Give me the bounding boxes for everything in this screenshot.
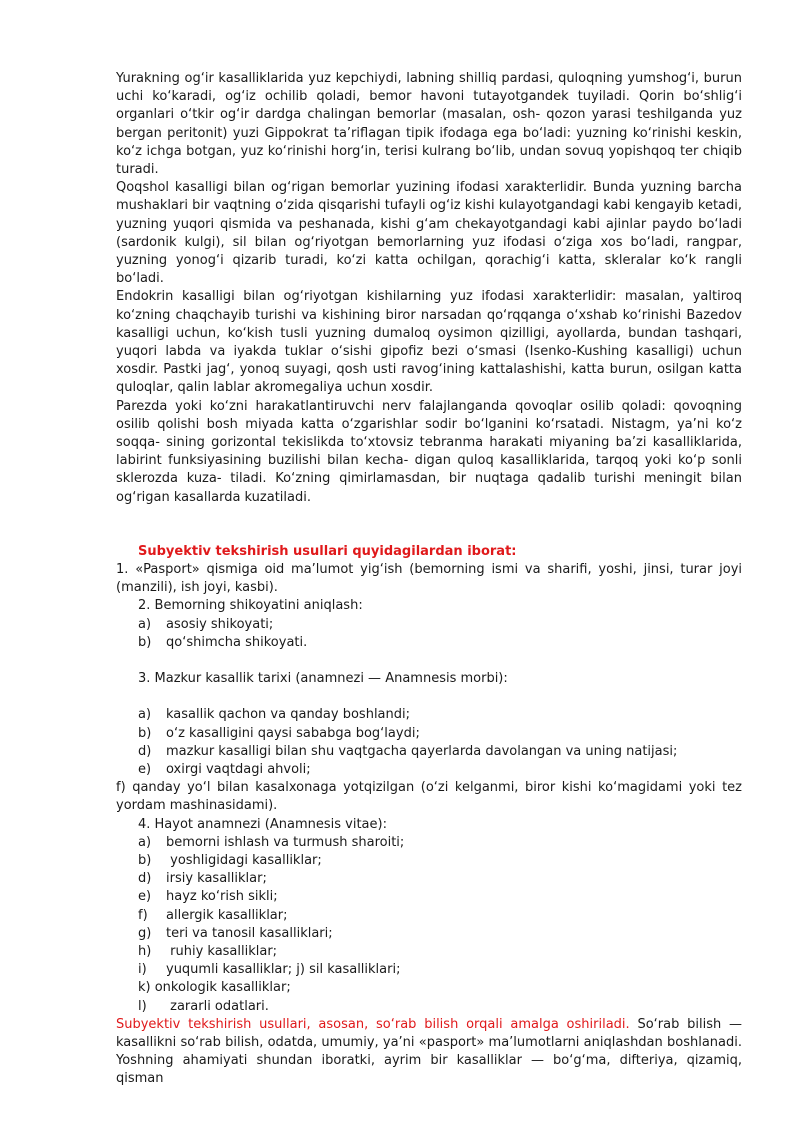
list-marker: a) [138,616,152,632]
section-heading: Subyektiv tekshirish usullari quyidagilardan iborat: [138,543,517,559]
list-item-1: 1. «Pasport» qismiga oid ma’lumot yig‘ish (bemorning ismi va sharifi, yoshi, jinsi, turar joyi (manzili), ish joyi, kasbi). [116,562,742,596]
paragraph: Endokrin kasalligi bilan og‘riyotgan kishilarning yuz ifodasi xarakterlidir: masalan, yaltiroq ko‘zning chaqchayib turishi va kishining biror narsadan qo‘rqqanga o‘xshab ko‘rinishi Bazedov kasalligi uchun, ko‘kish tusli yuzning dumaloq oysimon qizilligi, ayollarda, bundan tashqari, yuqori labda va iyakda tuklar o‘sishi gipofiz bezi o‘smasi (Isenko-Kushing kasalligi) uchun xosdir. Pastki jag‘, yonoq suyagi, qosh usti ravog‘ining kattalashishi, katta burun, osilgan katta quloqlar, qalin lablar akromegaliya uchun xosdir. [116,289,742,396]
closing-paragraph [116,1016,742,1089]
list-subitem-text: allergik kasalliklar; [166,907,288,923]
list-subitem-text: asosiy shikoyati; [166,616,274,632]
list-item-3-title: 3. Mazkur kasallik tarixi (anamnezi — Anamnesis morbi): [138,671,508,687]
list-subitem [116,943,742,961]
list-marker: g) [138,925,152,941]
list-marker: b) [138,725,152,741]
list-subitem [116,998,742,1016]
list-subitem-text: zararli odatlari. [166,998,269,1014]
highlighted-sentence: Subyektiv tekshirish usullari, asosan, so‘rab bilish orqali amalga oshiriladi. [116,1016,630,1032]
spacer [116,652,742,670]
list-subitem-text: oxirgi vaqtdagi ahvoli; [166,761,311,777]
list-marker: e) [138,889,152,905]
list-marker: b) [138,852,152,868]
paragraph: Qoqshol kasalligi bilan og‘rigan bemorlar yuzining ifodasi xarakterlidir. Bunda yuzning barcha mushaklari bir vaqtning o‘zida qisqarishi tufayli og‘iz kishi kulayotgandagi kabi kengayib ketadi, yuzning yuqori qismida va peshanada, kishi g‘am chekayotgandagi kabi ajinlar paydo bo‘ladi (sardonik kulgi), sil bilan og‘riyotgan bemorlarning yuz ifodasi o‘ziga xos bo‘ladi, rangpar, yuzning yonog‘i qizarib turadi, ko‘zi katta ochilgan, qorachig‘i katta, skleralar ko‘k rangli bo‘ladi. [116,180,742,287]
list-subitem [116,616,742,634]
list-subitem [116,725,742,743]
list-subitem-text: yoshligidagi kasalliklar; [166,852,322,868]
list-marker: a) [138,707,152,723]
list-subitem-text: teri va tanosil kasalliklari; [166,925,333,941]
list-subitem-text: ruhiy kasalliklar; [166,943,278,959]
list-marker: d) [138,871,152,887]
list-subitem [116,961,742,979]
list-marker: d) [138,743,152,759]
list-subitem-text: o‘z kasalligini qaysi sababga bog‘laydi; [166,725,420,741]
spacer [116,688,742,706]
list-subitem: f) qanday yo‘l bilan kasalxonaga yotqizilgan (o‘zi kelganmi, biror kishi ko‘magidami yoki tez yordam mashinasidami). [116,780,742,814]
document-body [116,70,742,1089]
list-subitem [116,834,742,852]
spacer [116,507,742,543]
list-item-2-title: 2. Bemorning shikoyatini aniqlash: [138,598,363,614]
closing-text: So‘rab bilish — kasallikni so‘rab bilish, odatda, umumiy, ya’ni «pasport» ma’lumotlarni aniqlashdan boshlanadi. Yoshning ahamiyati shundan iboratki, ayrim bir kasalliklar — bo‘g‘ma, difteriya, qizamiq, qisman [116,1016,742,1087]
list-subitem [116,761,742,779]
list-subitem-text: hayz ko‘rish sikli; [166,889,278,905]
list-marker: l) [138,998,147,1014]
list-subitem-text: kasallik qachon va qanday boshlandi; [166,707,411,723]
list-subitem-text: qo‘shimcha shikoyati. [166,634,308,650]
list-subitem [116,706,742,724]
list-subitem-text: mazkur kasalligi bilan shu vaqtgacha qayerlarda davolangan va uning natijasi; [166,743,678,759]
list-subitem: k) onkologik kasalliklar; [138,980,291,996]
list-marker: a) [138,834,152,850]
paragraph: Parezda yoki ko‘zni harakatlantiruvchi nerv falajlanganda qovoqlar osilib qoladi: qovoqning osilib qolishi bosh miyada katta o‘zgarishlar sodir bo‘lganini ko‘rsatadi. Nistagm, ya’ni ko‘z soqqa- sining gorizontal tekislikda to‘xtovsiz tebranma harakati miyaning ba’zi kasalliklarida, labirint funksiyasining buzilishi bilan kecha- digan quloq kasalliklarida, tarqoq yoki ko‘p sonli sklerozda kuza- tiladi. Ko‘zning qimirlamasdan, bir nuqtaga qadalib turishi meningit bilan og‘rigan kasallarda kuzatiladi. [116,398,742,505]
list-subitem-text: yuqumli kasalliklar; j) sil kasalliklari; [166,962,401,978]
list-subitem [116,870,742,888]
list-marker: i) [138,962,147,978]
list-subitem-text: irsiy kasalliklar; [166,871,267,887]
list-marker: h) [138,943,152,959]
list-subitem [116,743,742,761]
list-subitem [116,634,742,652]
list-item-4-title: 4. Hayot anamnezi (Anamnesis vitae): [138,816,387,832]
list-subitem [116,852,742,870]
list-marker: b) [138,634,152,650]
paragraph: Yurakning og‘ir kasalliklarida yuz kepchiydi, labning shilliq pardasi, quloqning yumshog‘i, burun uchi ko‘karadi, og‘iz ochilib qoladi, bemor havoni tutayotgandek tuyiladi. Qorin bo‘shlig‘i organlari o‘tkir og‘ir dardga chalingan bemorlar (masalan, osh- qozon yarasi teshilganda yuz bergan peritonit) yuzi Gippokrat ta’riflagan tipik ifodaga ega bo‘ladi: yuzning ko‘rinishi keskin, ko‘z ichga botgan, yuz ko‘rinishi horg‘in, terisi kulrang bo‘lib, undan sovuq yopishqoq ter chiqib turadi. [116,71,742,178]
list-marker: f) [138,907,148,923]
list-subitem [116,888,742,906]
list-subitem [116,907,742,925]
list-subitem-text: bemorni ishlash va turmush sharoiti; [166,834,405,850]
list-marker: e) [138,761,152,777]
list-subitem [116,925,742,943]
